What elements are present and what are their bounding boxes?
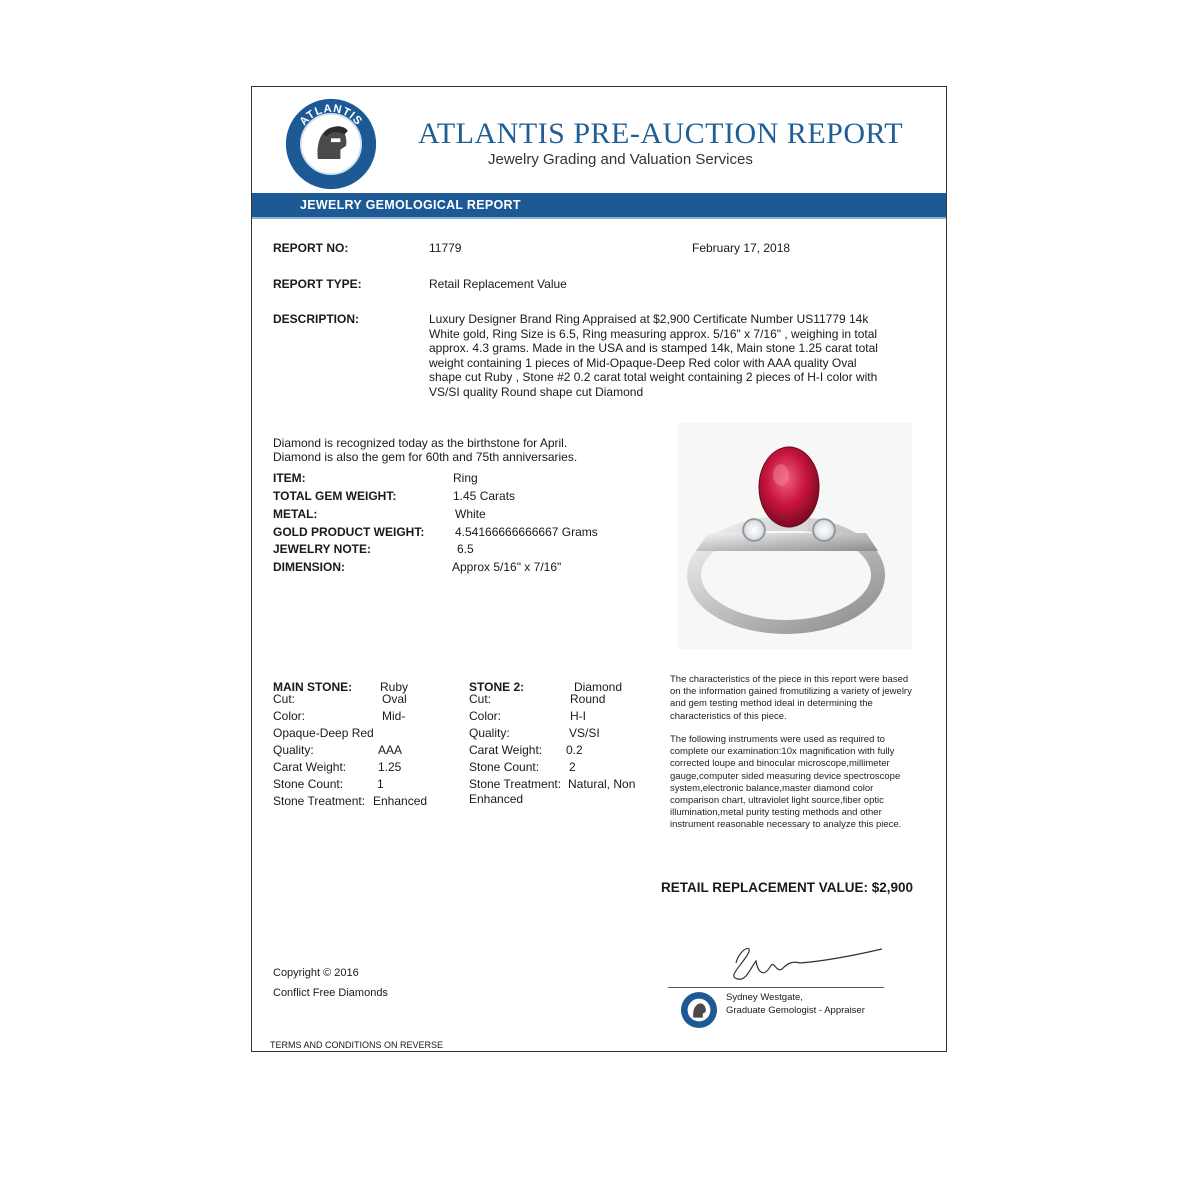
metal-label: METAL: xyxy=(273,507,318,521)
dimension-value: Approx 5/16" x 7/16" xyxy=(452,560,562,574)
gold-weight-value: 4.54166666666667 Grams xyxy=(455,525,598,539)
main-treatment-value: Enhanced xyxy=(373,794,428,808)
section-banner-label: JEWELRY GEMOLOGICAL REPORT xyxy=(300,198,521,212)
report-no-label: REPORT NO: xyxy=(273,241,349,255)
stone2-count-label: Stone Count: xyxy=(469,760,540,774)
stone2-carat-label: Carat Weight: xyxy=(469,743,543,757)
main-stone-heading: MAIN STONE: xyxy=(273,680,353,694)
total-gem-weight-label: TOTAL GEM WEIGHT: xyxy=(273,489,397,503)
main-cut-label: Cut: xyxy=(273,692,296,706)
item-value: Ring xyxy=(453,471,478,485)
main-treatment-label: Stone Treatment: xyxy=(273,794,366,808)
stone2-treatment-value-a: Natural, Non xyxy=(568,777,636,791)
stone2-cut-value: Round xyxy=(570,692,606,706)
main-count-label: Stone Count: xyxy=(273,777,344,791)
retail-replacement-value: RETAIL REPLACEMENT VALUE: $2,900 xyxy=(661,880,914,895)
stone2-treatment-value-b: Enhanced xyxy=(469,792,524,806)
appraiser-title: Graduate Gemologist - Appraiser xyxy=(726,1005,865,1016)
appraiser-signature xyxy=(716,933,886,993)
main-color-value-b: Opaque-Deep Red xyxy=(273,726,374,740)
report-subtitle: Jewelry Grading and Valuation Services xyxy=(488,151,753,168)
signature-line xyxy=(668,987,884,988)
birthstone-line-2: Diamond is also the gem for 60th and 75th anniversaries. xyxy=(273,450,578,464)
birthstone-line-1: Diamond is recognized today as the birthstone for April. xyxy=(273,436,568,450)
main-quality-value: AAA xyxy=(378,743,403,757)
report-no-value: 11779 xyxy=(429,241,462,255)
report-document xyxy=(251,86,947,1052)
report-title: ATLANTIS PRE-AUCTION REPORT xyxy=(418,117,904,150)
ring-photo xyxy=(678,423,912,649)
conflict-free-note: Conflict Free Diamonds xyxy=(273,987,388,999)
main-carat-label: Carat Weight: xyxy=(273,760,347,774)
report-type-label: REPORT TYPE: xyxy=(273,277,362,291)
jewelry-note-label: JEWELRY NOTE: xyxy=(273,542,372,556)
appraiser-name: Sydney Westgate, xyxy=(726,992,803,1003)
main-count-value: 1 xyxy=(377,777,384,791)
logo-text: ATLANTIS xyxy=(297,102,365,128)
metal-value: White xyxy=(455,507,486,521)
stone2-count-value: 2 xyxy=(569,760,576,774)
stone2-treatment-label: Stone Treatment: xyxy=(469,777,562,791)
main-color-label: Color: xyxy=(273,709,306,723)
stone2-color-label: Color: xyxy=(469,709,502,723)
characteristics-note: The characteristics of the piece in this report were based on the information gained fromutilizing a variety of jewelry and gem testing method ideal in determining the characteristics of this piece. xyxy=(670,674,912,722)
item-label: ITEM: xyxy=(273,471,306,485)
appraiser-seal xyxy=(680,991,718,1029)
total-gem-weight-value: 1.45 Carats xyxy=(453,489,516,503)
main-quality-label: Quality: xyxy=(273,743,314,757)
stone2-heading: STONE 2: xyxy=(469,680,525,694)
stone2-color-value: H-I xyxy=(570,709,586,723)
report-date: February 17, 2018 xyxy=(692,241,791,255)
stone2-cut-label: Cut: xyxy=(469,692,492,706)
gold-weight-label: GOLD PRODUCT WEIGHT: xyxy=(273,525,425,539)
main-carat-value: 1.25 xyxy=(378,760,402,774)
stone2-quality-label: Quality: xyxy=(469,726,510,740)
jewelry-note-value: 6.5 xyxy=(457,542,474,556)
logo-sub-right: REPORT xyxy=(336,151,361,173)
logo-sub-left: AUCTION xyxy=(301,150,327,173)
main-stone-name: Ruby xyxy=(380,680,409,694)
copyright: Copyright © 2016 xyxy=(273,967,359,979)
stone2-quality-value: VS/SI xyxy=(569,726,600,740)
instruments-note: The following instruments were used as required to complete our examination:10x magnification with fully corrected loupe and binocular microscope,millimeter gauge,computer sided measuring device spectroscope system,electronic balance,master diamond color comparison chart, ultraviolet light source,fiber optic illumination,metal purity testing methods and other instrument reasonable necessary to analyze this piece. xyxy=(670,734,902,831)
terms-note: TERMS AND CONDITIONS ON REVERSE xyxy=(270,1040,444,1050)
description-label: DESCRIPTION: xyxy=(273,312,360,326)
report-type-value: Retail Replacement Value xyxy=(429,277,567,291)
atlantis-logo xyxy=(284,97,378,191)
section-banner xyxy=(252,193,946,219)
main-cut-value: Oval xyxy=(382,692,407,706)
description-text: Luxury Designer Brand Ring Appraised at $2,900 Certificate Number US11779 14k White gold, Ring Size is 6.5, Ring measuring approx. 5/16" x 7/16" , weighing in total approx. 4.3 grams. Made in the USA and is stamped 14k, Main stone 1.25 carat total weight containing 1 pieces of Mid-Opaque-Deep Red color with AAA quality Oval shape cut Ruby , Stone #2 0.2 carat total weight containing 2 pieces of H-I color with VS/SI quality Round shape cut Diamond xyxy=(429,312,878,399)
dimension-label: DIMENSION: xyxy=(273,560,345,574)
stone2-name: Diamond xyxy=(574,680,623,694)
banner-underline xyxy=(252,217,946,219)
main-color-value-a: Mid- xyxy=(382,709,406,723)
stone2-carat-value: 0.2 xyxy=(566,743,583,757)
